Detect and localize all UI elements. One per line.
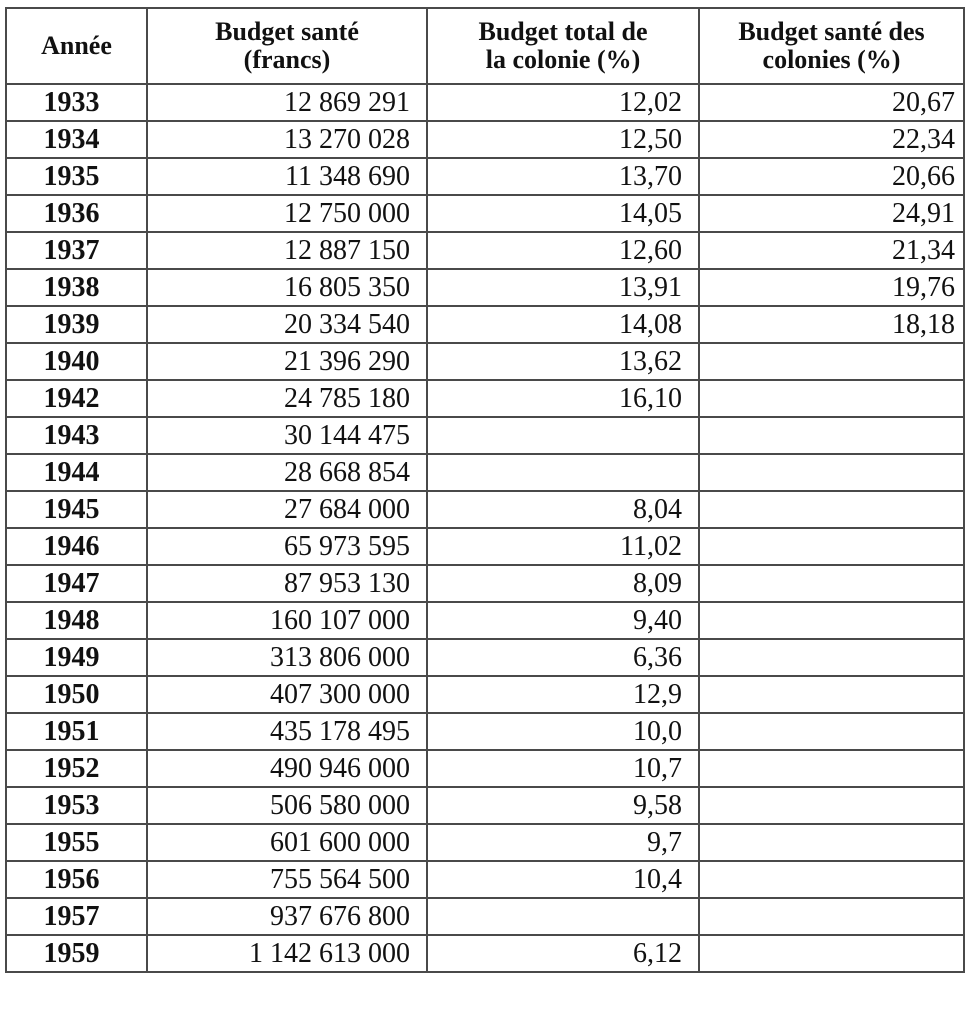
cell-year: 1953 bbox=[6, 787, 147, 824]
cell-budget-francs: 13 270 028 bbox=[147, 121, 427, 158]
cell-pct-colony-budget: 13,91 bbox=[427, 269, 699, 306]
cell-budget-francs: 28 668 854 bbox=[147, 454, 427, 491]
cell-pct-colony-budget: 10,0 bbox=[427, 713, 699, 750]
header-budget-line-2: (francs) bbox=[243, 45, 331, 74]
header-pct-colonies bbox=[699, 8, 964, 84]
table-row bbox=[6, 935, 964, 972]
header-budget-line-1: Budget santé bbox=[215, 17, 359, 46]
table-row bbox=[6, 750, 964, 787]
table-row bbox=[6, 195, 964, 232]
cell-budget-francs: 20 334 540 bbox=[147, 306, 427, 343]
cell-year: 1957 bbox=[6, 898, 147, 935]
cell-pct-colony-budget: 9,40 bbox=[427, 602, 699, 639]
cell-pct-colonies-health-budget bbox=[699, 528, 964, 565]
cell-budget-francs: 601 600 000 bbox=[147, 824, 427, 861]
cell-pct-colony-budget bbox=[427, 898, 699, 935]
cell-pct-colonies-health-budget: 20,67 bbox=[699, 84, 964, 121]
cell-year: 1933 bbox=[6, 84, 147, 121]
cell-budget-francs: 407 300 000 bbox=[147, 676, 427, 713]
table-row bbox=[6, 861, 964, 898]
cell-pct-colonies-health-budget: 20,66 bbox=[699, 158, 964, 195]
cell-pct-colonies-health-budget bbox=[699, 639, 964, 676]
cell-pct-colony-budget: 13,62 bbox=[427, 343, 699, 380]
header-pct-colony bbox=[427, 8, 699, 84]
cell-year: 1947 bbox=[6, 565, 147, 602]
header-year-label: Année bbox=[41, 31, 112, 60]
header-pct-colony-line-2: la colonie (%) bbox=[485, 45, 641, 74]
cell-year: 1938 bbox=[6, 269, 147, 306]
cell-pct-colony-budget: 9,58 bbox=[427, 787, 699, 824]
cell-year: 1951 bbox=[6, 713, 147, 750]
cell-pct-colony-budget: 12,02 bbox=[427, 84, 699, 121]
table-row bbox=[6, 380, 964, 417]
cell-budget-francs: 490 946 000 bbox=[147, 750, 427, 787]
table-row bbox=[6, 528, 964, 565]
cell-budget-francs: 755 564 500 bbox=[147, 861, 427, 898]
cell-pct-colonies-health-budget bbox=[699, 713, 964, 750]
header-pct-colonies-line-2: colonies (%) bbox=[762, 45, 901, 74]
header-pct-colony-line-1: Budget total de bbox=[478, 17, 648, 46]
cell-budget-francs: 1 142 613 000 bbox=[147, 935, 427, 972]
cell-pct-colony-budget: 11,02 bbox=[427, 528, 699, 565]
cell-budget-francs: 27 684 000 bbox=[147, 491, 427, 528]
cell-pct-colonies-health-budget bbox=[699, 417, 964, 454]
table-body bbox=[6, 84, 964, 972]
cell-budget-francs: 65 973 595 bbox=[147, 528, 427, 565]
cell-pct-colony-budget bbox=[427, 417, 699, 454]
cell-year: 1946 bbox=[6, 528, 147, 565]
header-year bbox=[6, 8, 147, 84]
table-row bbox=[6, 602, 964, 639]
cell-year: 1959 bbox=[6, 935, 147, 972]
cell-budget-francs: 506 580 000 bbox=[147, 787, 427, 824]
cell-year: 1955 bbox=[6, 824, 147, 861]
cell-pct-colonies-health-budget bbox=[699, 343, 964, 380]
cell-year: 1944 bbox=[6, 454, 147, 491]
cell-pct-colony-budget: 12,60 bbox=[427, 232, 699, 269]
table-row bbox=[6, 713, 964, 750]
cell-budget-francs: 160 107 000 bbox=[147, 602, 427, 639]
cell-budget-francs: 435 178 495 bbox=[147, 713, 427, 750]
cell-budget-francs: 937 676 800 bbox=[147, 898, 427, 935]
cell-year: 1950 bbox=[6, 676, 147, 713]
cell-budget-francs: 12 869 291 bbox=[147, 84, 427, 121]
cell-pct-colony-budget: 10,4 bbox=[427, 861, 699, 898]
cell-year: 1942 bbox=[6, 380, 147, 417]
table-row bbox=[6, 232, 964, 269]
cell-budget-francs: 24 785 180 bbox=[147, 380, 427, 417]
cell-pct-colonies-health-budget: 24,91 bbox=[699, 195, 964, 232]
cell-pct-colonies-health-budget bbox=[699, 787, 964, 824]
table-row bbox=[6, 269, 964, 306]
cell-pct-colonies-health-budget bbox=[699, 565, 964, 602]
cell-pct-colonies-health-budget bbox=[699, 602, 964, 639]
cell-pct-colony-budget: 10,7 bbox=[427, 750, 699, 787]
cell-pct-colonies-health-budget bbox=[699, 491, 964, 528]
cell-pct-colony-budget: 16,10 bbox=[427, 380, 699, 417]
table-row bbox=[6, 898, 964, 935]
cell-pct-colonies-health-budget: 18,18 bbox=[699, 306, 964, 343]
cell-budget-francs: 21 396 290 bbox=[147, 343, 427, 380]
cell-pct-colony-budget: 14,08 bbox=[427, 306, 699, 343]
cell-budget-francs: 87 953 130 bbox=[147, 565, 427, 602]
cell-pct-colony-budget: 6,36 bbox=[427, 639, 699, 676]
table-row bbox=[6, 121, 964, 158]
cell-pct-colonies-health-budget bbox=[699, 861, 964, 898]
cell-pct-colonies-health-budget bbox=[699, 380, 964, 417]
cell-budget-francs: 11 348 690 bbox=[147, 158, 427, 195]
cell-pct-colonies-health-budget bbox=[699, 898, 964, 935]
cell-budget-francs: 313 806 000 bbox=[147, 639, 427, 676]
header-budget bbox=[147, 8, 427, 84]
cell-year: 1936 bbox=[6, 195, 147, 232]
cell-year: 1945 bbox=[6, 491, 147, 528]
table-row bbox=[6, 343, 964, 380]
cell-budget-francs: 16 805 350 bbox=[147, 269, 427, 306]
cell-pct-colony-budget: 9,7 bbox=[427, 824, 699, 861]
cell-pct-colony-budget: 14,05 bbox=[427, 195, 699, 232]
cell-year: 1940 bbox=[6, 343, 147, 380]
table-row bbox=[6, 306, 964, 343]
table-header bbox=[6, 8, 964, 84]
cell-year: 1943 bbox=[6, 417, 147, 454]
cell-year: 1956 bbox=[6, 861, 147, 898]
cell-pct-colony-budget: 8,09 bbox=[427, 565, 699, 602]
table-row bbox=[6, 824, 964, 861]
cell-pct-colony-budget: 12,50 bbox=[427, 121, 699, 158]
table-row bbox=[6, 454, 964, 491]
cell-year: 1949 bbox=[6, 639, 147, 676]
cell-year: 1948 bbox=[6, 602, 147, 639]
table-row bbox=[6, 84, 964, 121]
cell-pct-colonies-health-budget bbox=[699, 750, 964, 787]
cell-budget-francs: 30 144 475 bbox=[147, 417, 427, 454]
cell-pct-colonies-health-budget: 19,76 bbox=[699, 269, 964, 306]
table-row bbox=[6, 639, 964, 676]
cell-budget-francs: 12 887 150 bbox=[147, 232, 427, 269]
cell-pct-colony-budget: 13,70 bbox=[427, 158, 699, 195]
cell-pct-colonies-health-budget bbox=[699, 824, 964, 861]
table-row bbox=[6, 787, 964, 824]
table-row bbox=[6, 491, 964, 528]
cell-pct-colonies-health-budget: 21,34 bbox=[699, 232, 964, 269]
cell-year: 1939 bbox=[6, 306, 147, 343]
cell-pct-colonies-health-budget bbox=[699, 454, 964, 491]
table-row bbox=[6, 417, 964, 454]
cell-year: 1934 bbox=[6, 121, 147, 158]
cell-year: 1937 bbox=[6, 232, 147, 269]
table-row bbox=[6, 565, 964, 602]
table-row bbox=[6, 676, 964, 713]
cell-pct-colonies-health-budget: 22,34 bbox=[699, 121, 964, 158]
cell-pct-colonies-health-budget bbox=[699, 935, 964, 972]
cell-pct-colony-budget: 12,9 bbox=[427, 676, 699, 713]
cell-year: 1935 bbox=[6, 158, 147, 195]
cell-budget-francs: 12 750 000 bbox=[147, 195, 427, 232]
header-pct-colonies-line-1: Budget santé des bbox=[738, 17, 925, 46]
table-row bbox=[6, 158, 964, 195]
cell-year: 1952 bbox=[6, 750, 147, 787]
cell-pct-colonies-health-budget bbox=[699, 676, 964, 713]
cell-pct-colony-budget: 8,04 bbox=[427, 491, 699, 528]
cell-pct-colony-budget bbox=[427, 454, 699, 491]
health-budget-table bbox=[5, 7, 965, 973]
header-row bbox=[6, 8, 964, 84]
cell-pct-colony-budget: 6,12 bbox=[427, 935, 699, 972]
